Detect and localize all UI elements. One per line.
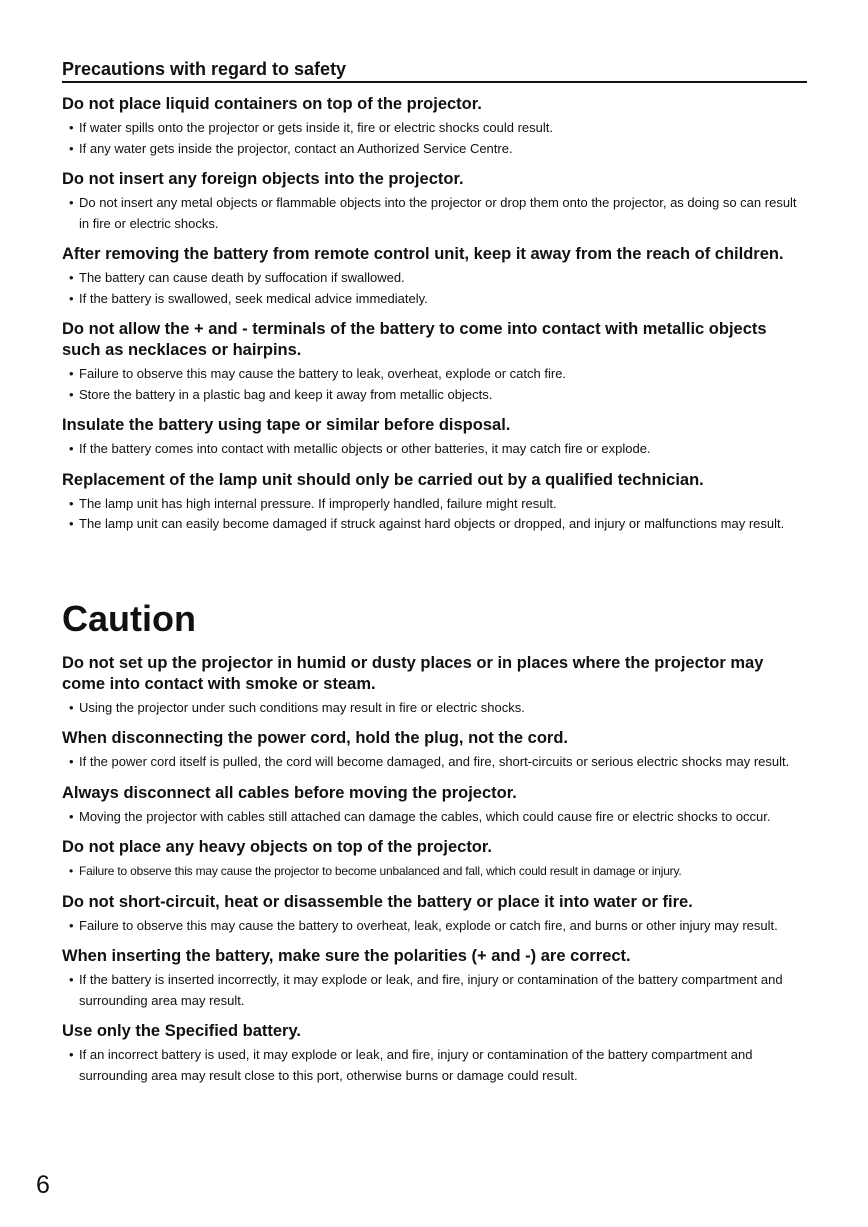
safety-item-heading: Insulate the battery using tape or similar before disposal.	[62, 416, 511, 434]
bullet-dot-icon: •	[69, 120, 74, 135]
safety-bullet-text: If any water gets inside the projector, contact an Authorized Service Centre.	[79, 140, 513, 156]
caution-bullet-list	[62, 861, 807, 882]
safety-bullet	[62, 439, 807, 460]
caution-item	[62, 783, 807, 828]
bullet-dot-icon: •	[69, 140, 74, 156]
caution-item	[62, 728, 807, 773]
safety-bullet-text: The lamp unit can easily become damaged if struck against hard objects or dropped, and injury or malfunctions may result.	[79, 516, 785, 531]
safety-item	[62, 169, 807, 234]
caution-item-heading: Do not set up the projector in humid or dusty places or in places where the projector may come into contact with smoke or steam.	[62, 653, 764, 693]
safety-bullet-text: The battery can cause death by suffocation if swallowed.	[79, 270, 405, 285]
caution-item	[62, 892, 807, 937]
safety-item	[62, 94, 807, 159]
safety-bullet-list	[62, 364, 807, 405]
safety-bullet-text: If the battery comes into contact with metallic objects or other batteries, it may catch fire or explode.	[79, 441, 651, 456]
caution-item-heading: Use only the Specified battery.	[62, 1022, 302, 1040]
caution-bullet	[62, 807, 807, 828]
caution-bullet-list	[62, 1045, 807, 1086]
safety-bullet	[62, 289, 807, 310]
safety-bullet	[62, 139, 807, 160]
safety-bullet-text: The lamp unit has high internal pressure. If improperly handled, failure might result.	[79, 495, 557, 511]
caution-bullet-text: Moving the projector with cables still attached can damage the cables, which could cause fire or electric shocks to occur.	[79, 808, 771, 824]
bullet-dot-icon: •	[69, 516, 74, 531]
safety-bullet	[62, 385, 807, 406]
document-page	[62, 58, 807, 1096]
caution-item	[62, 837, 807, 882]
safety-bullet-list	[62, 268, 807, 309]
bullet-dot-icon: •	[69, 864, 74, 878]
bullet-dot-icon: •	[69, 290, 74, 306]
caution-bullet	[62, 916, 807, 937]
caution-bullet-text: Using the projector under such conditions may result in fire or electric shocks.	[79, 699, 525, 715]
caution-bullet-text: Failure to observe this may cause the projector to become unbalanced and fall, which could result in damage or injury.	[79, 864, 682, 878]
caution-items	[62, 653, 807, 1087]
caution-item-heading: When inserting the battery, make sure the polarities (+ and -) are correct.	[62, 947, 631, 965]
caution-item	[62, 1021, 807, 1086]
caution-item-heading: When disconnecting the power cord, hold the plug, not the cord.	[62, 729, 568, 747]
bullet-dot-icon: •	[69, 195, 74, 210]
caution-bullet	[62, 970, 807, 1011]
bullet-dot-icon: •	[69, 917, 74, 933]
bullet-dot-icon: •	[69, 699, 74, 715]
safety-bullet-list	[62, 193, 807, 234]
safety-item-heading: Replacement of the lamp unit should only be carried out by a qualified technician.	[62, 470, 704, 489]
safety-item-heading: After removing the battery from remote control unit, keep it away from the reach of children.	[62, 245, 784, 263]
bullet-dot-icon: •	[69, 270, 74, 285]
safety-item	[62, 415, 807, 460]
caution-bullet-list	[62, 916, 807, 937]
bullet-dot-icon: •	[69, 495, 74, 511]
bullet-dot-icon: •	[69, 972, 74, 987]
safety-bullet-text: Store the battery in a plastic bag and keep it away from metallic objects.	[79, 386, 493, 402]
caution-bullet-list	[62, 698, 807, 719]
safety-item-heading: Do not insert any foreign objects into the projector.	[62, 170, 464, 188]
safety-section-title: Precautions with regard to safety	[62, 58, 807, 83]
caution-bullet-text: If an incorrect battery is used, it may explode or leak, and fire, injury or contamination of the battery compartment and surrounding area may result close to this port, otherwise burns or damage could result.	[79, 1047, 753, 1083]
safety-bullet	[62, 193, 807, 234]
safety-bullet-list	[62, 494, 807, 535]
safety-item	[62, 244, 807, 309]
safety-item-heading: Do not place liquid containers on top of the projector.	[62, 95, 482, 113]
caution-bullet-text: Failure to observe this may cause the battery to overheat, leak, explode or catch fire, and burns or other injury may result.	[79, 917, 778, 933]
safety-bullet-text: Failure to observe this may cause the battery to leak, overheat, explode or catch fire.	[79, 366, 567, 381]
caution-bullet	[62, 1045, 807, 1086]
safety-bullet-list	[62, 439, 807, 460]
caution-bullet	[62, 752, 807, 773]
bullet-dot-icon: •	[69, 386, 74, 402]
bullet-dot-icon: •	[69, 754, 74, 769]
caution-bullet-text: If the battery is inserted incorrectly, it may explode or leak, and fire, injury or contamination of the battery compartment and surrounding area may result.	[79, 972, 783, 1008]
caution-bullet-list	[62, 970, 807, 1011]
safety-bullet-text: If water spills onto the projector or gets inside it, fire or electric shocks could result.	[79, 120, 553, 135]
safety-bullet-text: If the battery is swallowed, seek medical advice immediately.	[79, 290, 428, 306]
bullet-dot-icon: •	[69, 808, 74, 824]
safety-bullet	[62, 268, 807, 289]
caution-bullet-text: If the power cord itself is pulled, the cord will become damaged, and fire, short-circuits or serious electric shocks may result.	[79, 754, 790, 769]
caution-item-heading: Do not place any heavy objects on top of the projector.	[62, 838, 492, 856]
safety-item-heading: Do not allow the + and - terminals of the battery to come into contact with metallic objects such as necklaces or hairpins.	[62, 320, 767, 359]
safety-item	[62, 319, 807, 405]
safety-bullet-list	[62, 118, 807, 159]
bullet-dot-icon: •	[69, 366, 74, 381]
caution-bullet-list	[62, 752, 807, 773]
caution-title: Caution	[62, 597, 196, 639]
caution-bullet	[62, 698, 807, 719]
bullet-dot-icon: •	[69, 441, 74, 456]
caution-item	[62, 946, 807, 1011]
safety-bullet	[62, 514, 807, 535]
caution-item-heading: Always disconnect all cables before moving the projector.	[62, 783, 517, 802]
safety-bullet	[62, 118, 807, 139]
caution-item-heading: Do not short-circuit, heat or disassemble the battery or place it into water or fire.	[62, 892, 693, 911]
safety-bullet	[62, 364, 807, 385]
safety-items	[62, 94, 807, 535]
caution-bullet-list	[62, 807, 807, 828]
bullet-dot-icon: •	[69, 1047, 74, 1062]
safety-bullet-text: Do not insert any metal objects or flammable objects into the projector or drop them onto the projector, as doing so can result in fire or electric shocks.	[79, 195, 797, 231]
page-number: 6	[36, 1171, 50, 1199]
caution-bullet	[62, 861, 807, 882]
caution-item	[62, 653, 807, 719]
safety-bullet	[62, 494, 807, 515]
safety-item	[62, 470, 807, 535]
